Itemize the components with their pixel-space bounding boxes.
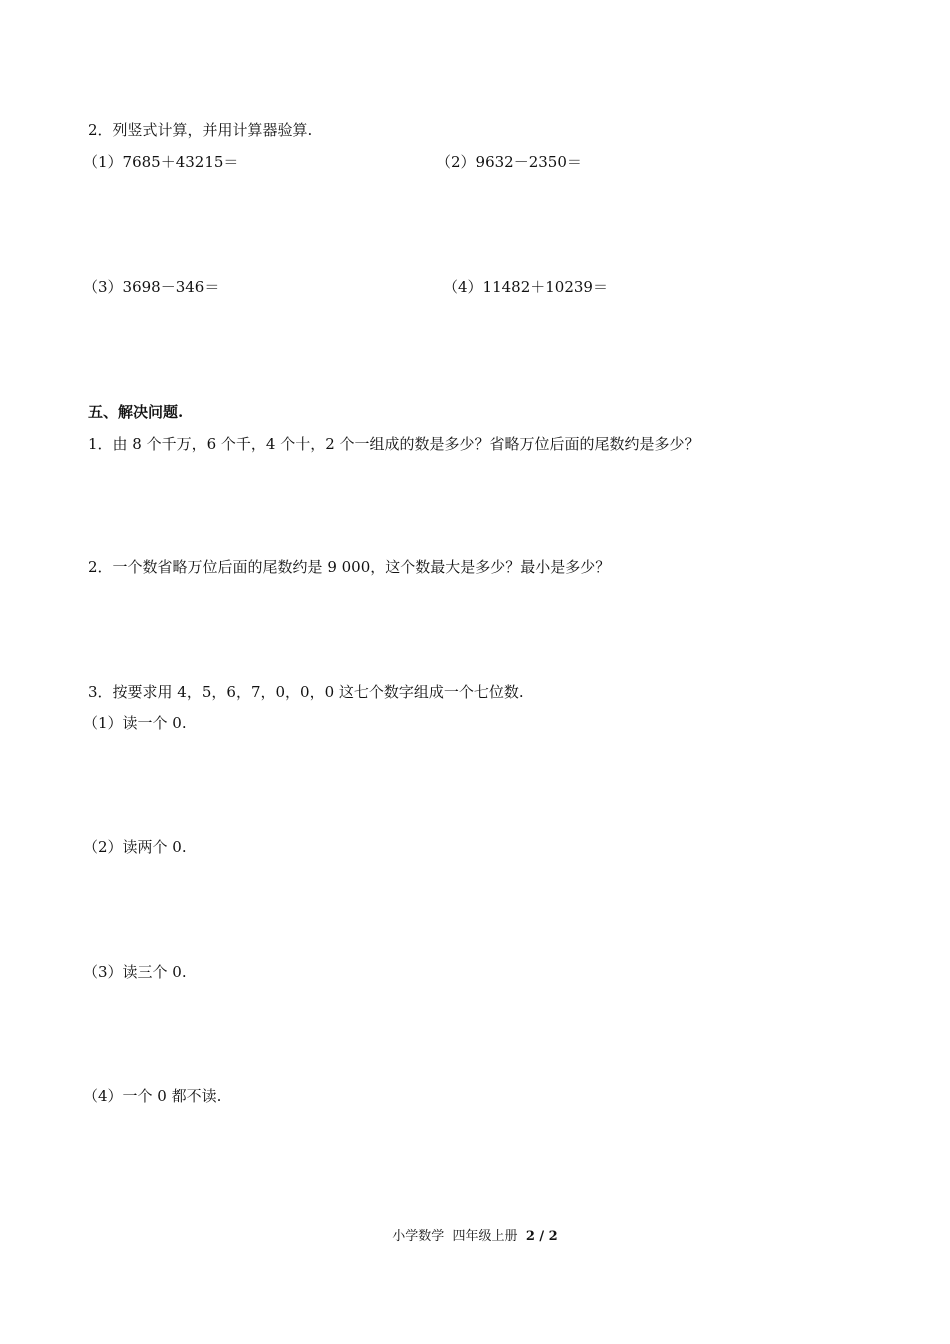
calc-item-4: （4）11482＋10239＝: [443, 278, 608, 296]
section5-q2: 2．一个数省略万位后面的尾数约是 9 000，这个数最大是多少？最小是多少？: [88, 558, 611, 576]
q3-item-4: （4）一个 0 都不读.: [83, 1087, 222, 1105]
section5-title: 五、解决问题.: [88, 403, 184, 421]
q3-item-2: （2）读两个 0.: [83, 838, 187, 856]
section5-q3-prompt: 3．按要求用 4，5，6，7，0，0，0 这七个数字组成一个七位数.: [88, 683, 524, 701]
calc-item-3: （3）3698－346＝: [83, 278, 220, 296]
page-footer: [0, 1228, 950, 1246]
calc-item-2: （2）9632－2350＝: [436, 153, 582, 171]
section5-q1: 1．由 8 个千万，6 个千，4 个十，2 个一组成的数是多少？省略万位后面的尾数约是多少？: [88, 435, 700, 453]
calc-item-1: （1）7685＋43215＝: [83, 153, 239, 171]
section4-q2-prompt: 2．列竖式计算，并用计算器验算.: [88, 121, 313, 139]
footer-grade: 四年级上册: [452, 1229, 518, 1244]
q3-item-3: （3）读三个 0.: [83, 963, 187, 981]
q3-item-1: （1）读一个 0.: [83, 714, 187, 732]
footer-page-number: 2 / 2: [525, 1229, 558, 1244]
footer-subject: 小学数学: [392, 1229, 445, 1244]
